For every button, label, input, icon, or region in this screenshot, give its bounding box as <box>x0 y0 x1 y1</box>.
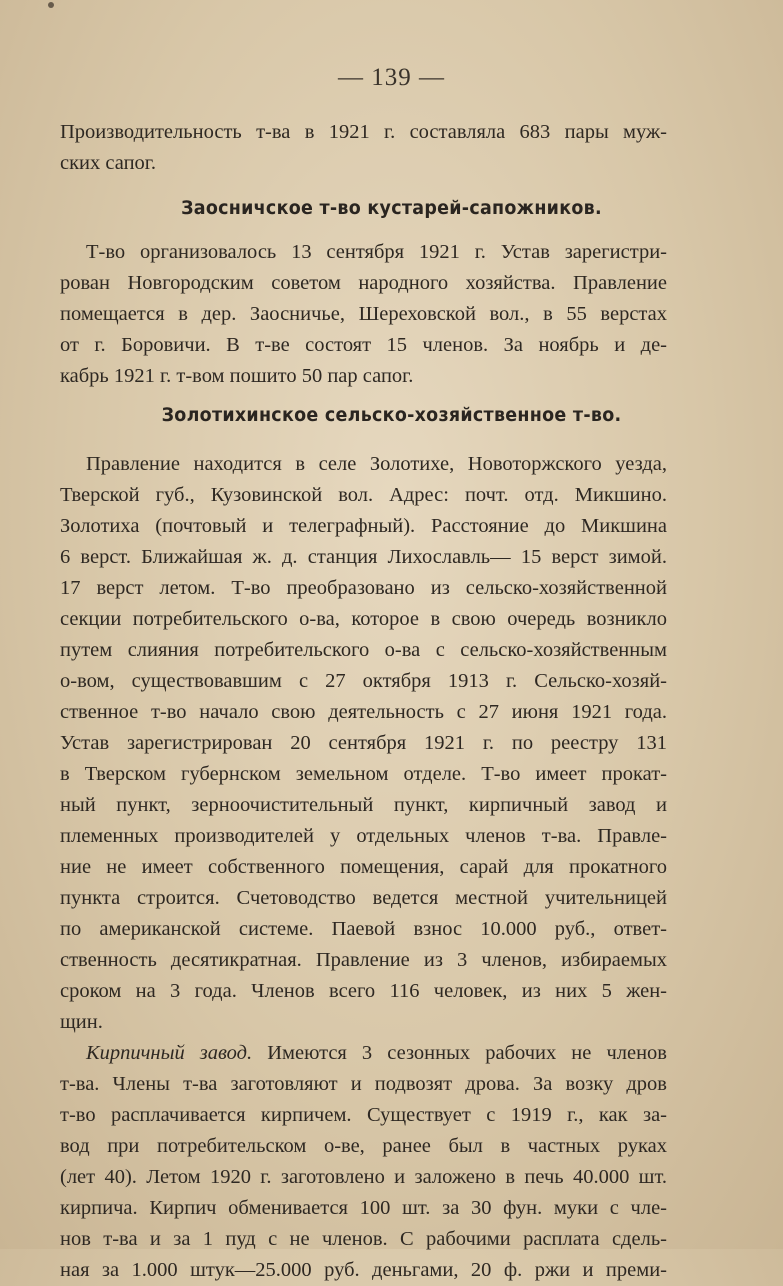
text-line: Золотиха (почтовый и телеграфный). Расстояние до Микшина <box>60 515 667 537</box>
text-line: рован Новгородским советом народного хозяйства. Правление <box>60 272 667 294</box>
text-line: секции потребительского о-ва, которое в свою очередь возникло <box>60 608 667 630</box>
text-line: вод при потребительском о-ве, ранее был в частных руках <box>60 1135 667 1157</box>
text-line: щин. <box>60 1011 103 1033</box>
text-line: Тверской губ., Кузовинской вол. Адрес: почт. отд. Микшино. <box>60 484 667 506</box>
section-zaosnichskoe-paragraph <box>60 237 667 392</box>
text-line <box>60 1038 667 1069</box>
text-line: сроком на 3 года. Членов всего 116 человек, из них 5 жен- <box>60 980 667 1002</box>
text-line: о-вом, существовавшим с 27 октября 1913 г. Сельско-хозяй- <box>60 670 667 692</box>
section-heading-zolotikhinskoe: Золотихинское сельско-хозяйственное т-во. <box>161 404 622 426</box>
text-line: Устав зарегистрирован 20 сентября 1921 г. по реестру 131 <box>60 732 667 754</box>
text-line: племенных производителей у отдельных членов т-ва. Правле- <box>60 825 667 847</box>
text-line: Производительность т-ва в 1921 г. составляла 683 пары муж- <box>60 121 667 143</box>
text-line: ная за 1.000 штук—25.000 руб. деньгами, 20 ф. ржи и преми- <box>60 1259 667 1281</box>
text-line: Правление находится в селе Золотихе, Новоторжского уезда, <box>86 453 667 475</box>
intro-paragraph <box>60 117 667 179</box>
ink-speck <box>48 2 54 8</box>
text-line: путем слияния потребительского о-ва с сельско-хозяйственным <box>60 639 667 661</box>
section-zolotikhinskoe-paragraph <box>60 449 667 1286</box>
text-line: ственность десятикратная. Правление из 3 членов, избираемых <box>60 949 667 971</box>
italic-subheading: Кирпичный завод. <box>86 1042 253 1064</box>
text-line: т-ва. Члены т-ва заготовляют и подвозят дрова. За возку дров <box>60 1073 667 1095</box>
text-line: пункта строится. Счетоводство ведется местной учительницей <box>60 887 667 909</box>
text-line: 6 верст. Ближайшая ж. д. станция Лихославль— 15 верст зимой. <box>60 546 667 568</box>
text-line: по американской системе. Паевой взнос 10.000 руб., ответ- <box>60 918 667 940</box>
text-line: от г. Боровичи. В т-ве состоят 15 членов. За ноябрь и де- <box>60 334 667 356</box>
text-line: т-во расплачивается кирпичем. Существует с 1919 г., как за- <box>60 1104 667 1126</box>
text-line: ние не имеет собственного помещения, сарай для прокатного <box>60 856 667 878</box>
text-line: Т-во организовалось 13 сентября 1921 г. Устав зарегистри- <box>86 241 667 263</box>
text-line: ских сапог. <box>60 152 157 174</box>
text-line: ственное т-во начало свою деятельность с 27 июня 1921 года. <box>60 701 667 723</box>
text-line: ный пункт, зерноочистительный пункт, кирпичный завод и <box>60 794 667 816</box>
text-line: помещается в дер. Заосничье, Шереховской вол., в 55 верстах <box>60 303 667 325</box>
text-line: нов т-ва и за 1 пуд с не членов. С рабочими расплата сдель- <box>60 1228 667 1250</box>
text-line: кирпича. Кирпич обменивается 100 шт. за 30 фун. муки с чле- <box>60 1197 667 1219</box>
text-line: 17 верст летом. Т-во преобразовано из сельско-хозяйственной <box>60 577 667 599</box>
text-line: кабрь 1921 г. т-вом пошито 50 пар сапог. <box>60 365 414 387</box>
section-heading-zaosnichskoe: Заосничское т-во кустарей-сапожников. <box>181 197 602 219</box>
text-line: (лет 40). Летом 1920 г. заготовлено и заложено в печь 40.000 шт. <box>60 1166 667 1188</box>
page-number: — 139 — <box>338 64 445 91</box>
text-line: в Тверском губернском земельном отделе. Т-во имеет прокат- <box>60 763 667 785</box>
text-fragment: Имеются 3 сезонных рабочих не членов <box>252 1042 667 1064</box>
